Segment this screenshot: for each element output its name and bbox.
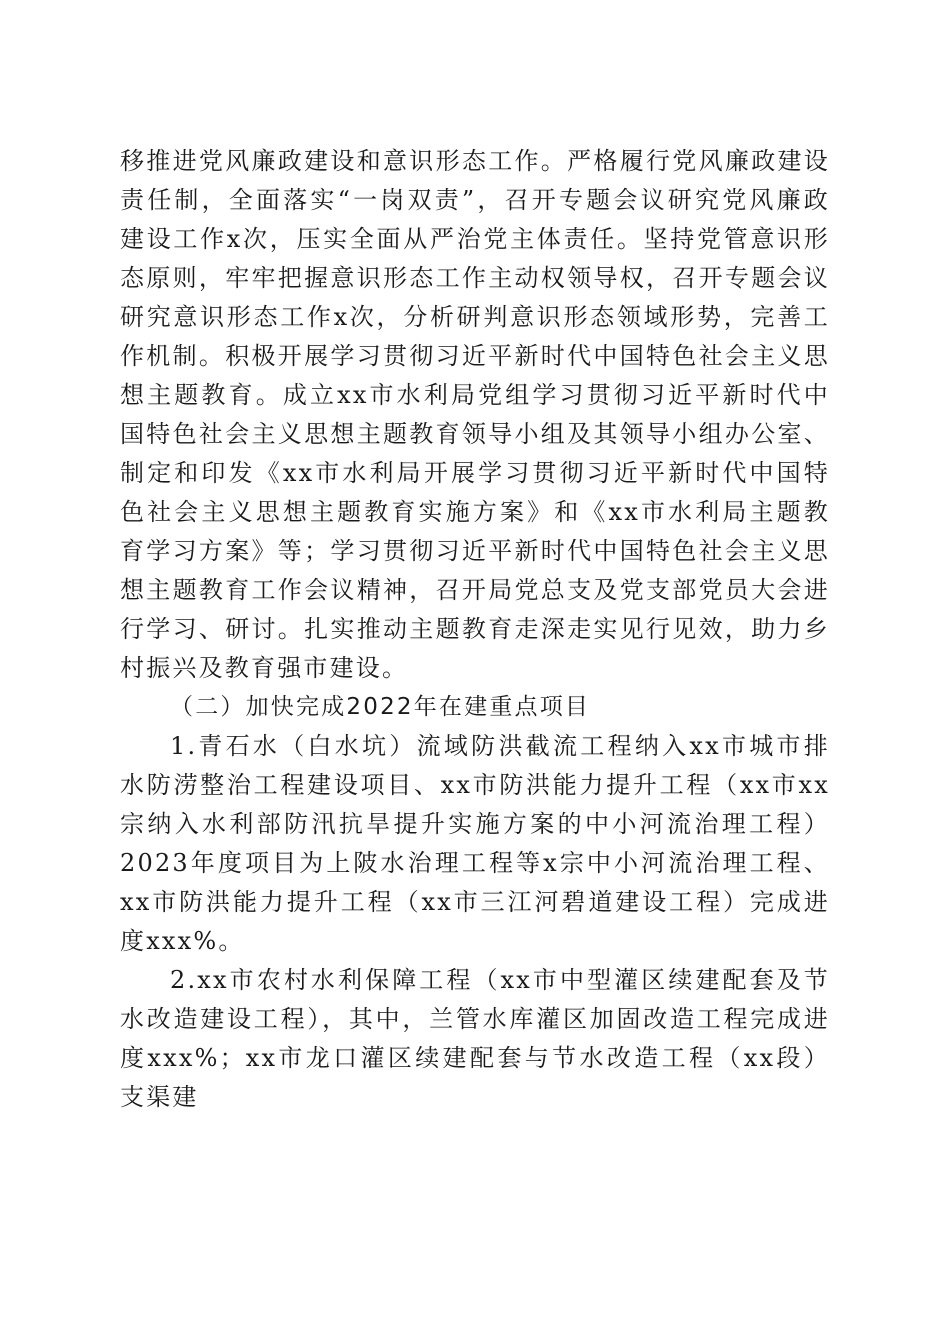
document-body: [120, 142, 830, 1117]
body-paragraph: 移推进党风廉政建设和意识形态工作。严格履行党风廉政建设责任制，全面落实“一岗双责”，召开专题会议研究党风廉政建设工作x次，压实全面从严治党主体责任。坚持党管意识形态原则，牢牢把握意识形态工作主动权领导权，召开专题会议研究意识形态工作x次，分析研判意识形态领域形势，完善工作机制。积极开展学习贯彻习近平新时代中国特色社会主义思想主题教育。成立xx市水利局党组学习贯彻习近平新时代中国特色社会主义思想主题教育领导小组及其领导小组办公室、制定和印发《xx市水利局开展学习贯彻习近平新时代中国特色社会主义思想主题教育实施方案》和《xx市水利局主题教育学习方案》等；学习贯彻习近平新时代中国特色社会主义思想主题教育工作会议精神，召开局党总支及党支部党员大会进行学习、研讨。扎实推动主题教育走深走实见行见效，助力乡村振兴及教育强市建设。: [120, 147, 830, 682]
list-item: 2.xx市农村水利保障工程（xx市中型灌区续建配套及节水改造建设工程），其中，兰管水库灌区加固改造工程完成进度xxx%；xx市龙口灌区续建配套与节水改造工程（xx段）支渠建: [120, 966, 830, 1111]
section-heading: （二）加快完成2022年在建重点项目: [170, 694, 591, 720]
list-item: 1.青石水（白水坑）流域防洪截流工程纳入xx市城市排水防涝整治工程建设项目、xx市防洪能力提升工程（xx市xx宗纳入水利部防汛抗旱提升实施方案的中小河流治理工程）2023年度项目为上陂水治理工程等x宗中小河流治理工程、xx市防洪能力提升工程（xx市三江河碧道建设工程）完成进度xxx%。: [120, 732, 830, 955]
